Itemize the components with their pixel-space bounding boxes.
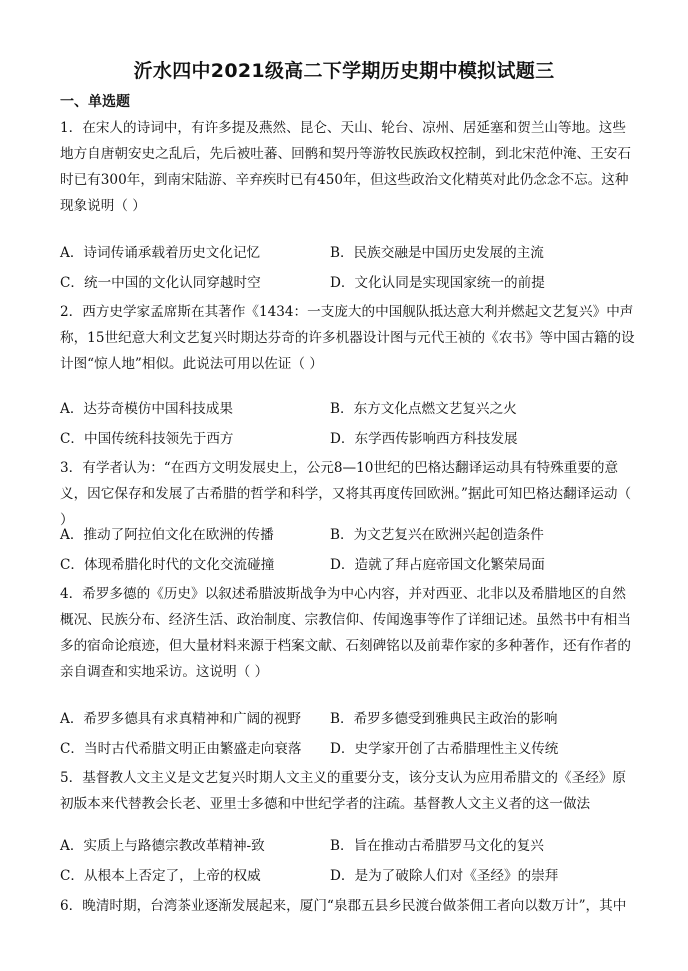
question-5-option-c: C．从根本上否定了，上帝的权威 — [60, 868, 261, 884]
question-1-option-b: B．民族交融是中国历史发展的主流 — [330, 245, 544, 261]
question-2-stem: 2．西方史学家孟席斯在其著作《1434：一支庞大的中国舰队抵达意大利并燃起文艺复兴》中声称，15世纪意大利文艺复兴时期达芬奇的许多机器设计图与元代王祯的《农书》等中国古籍的设计图“惊人地”相似。此说法可用以佐证（ ） — [60, 304, 635, 372]
question-6-stem: 6．晚清时期，台湾茶业逐渐发展起来，厦门“泉郡五县乡民渡台做茶佣工者向以数万计”，其中 — [60, 898, 627, 914]
question-1-options-row-1 — [60, 238, 640, 268]
document-title: 沂水四中2021级高二下学期历史期中模拟试题三 — [133, 60, 555, 82]
question-3-options-row-1 — [60, 520, 640, 550]
question-5-option-b: B．旨在推动古希腊罗马文化的复兴 — [330, 838, 544, 854]
question-4-options-row-2 — [60, 734, 640, 764]
question-3-stem: 3．有学者认为：“在西方文明发展史上，公元8—10世纪的巴格达翻译运动具有特殊重要的意义，因它保存和发展了古希腊的哲学和科学，又将其再度传回欧洲。”据此可知巴格达翻译运动（ ） — [60, 460, 632, 528]
question-3-option-b: B．为文艺复兴在欧洲兴起创造条件 — [330, 527, 544, 543]
question-4-stem: 4．希罗多德的《历史》以叙述希腊波斯战争为中心内容，并对西亚、北非以及希腊地区的自然概况、民族分布、经济生活、政治制度、宗教信仰、传闻逸事等作了详细记述。虽然书中有相当多的宿命论痕迹，但大量材料来源于档案文献、石刻碑铭以及前辈作家的多种著作，还有作者的亲自调查和实地采访。这说明（ ） — [60, 586, 631, 680]
question-2-option-a: A．达芬奇模仿中国科技成果 — [60, 401, 233, 417]
question-2-option-c: C．中国传统科技领先于西方 — [60, 431, 234, 447]
question-4-options-row-1 — [60, 704, 640, 734]
question-2-options-row-2 — [60, 424, 640, 454]
question-2-options-row-1 — [60, 394, 640, 424]
question-1-option-c: C．统一中国的文化认同穿越时空 — [60, 275, 261, 291]
section-heading: 一、单选题 — [60, 94, 130, 110]
question-1-option-a: A．诗词传诵承载着历史文化记忆 — [60, 245, 261, 261]
question-2-option-b: B．东方文化点燃文艺复兴之火 — [330, 401, 517, 417]
question-4-option-d: D．史学家开创了古希腊理性主义传统 — [330, 741, 559, 757]
question-1-options-row-2 — [60, 268, 640, 298]
question-4-option-c: C．当时古代希腊文明正由繁盛走向衰落 — [60, 741, 302, 757]
question-5-option-a: A．实质上与路德宗教改革精神-致 — [60, 838, 265, 854]
question-5-options-row-1 — [60, 831, 640, 861]
question-2-option-d: D．东学西传影响西方科技发展 — [330, 431, 518, 447]
question-3-option-c: C．体现希腊化时代的文化交流碰撞 — [60, 557, 275, 573]
question-4-option-b: B．希罗多德受到雅典民主政治的影响 — [330, 711, 558, 727]
question-3-option-a: A．推动了阿拉伯文化在欧洲的传播 — [60, 527, 274, 543]
question-5-stem: 5．基督教人文主义是文艺复兴时期人文主义的重要分支，该分支认为应用希腊文的《圣经》原初版本来代替教会长老、亚里士多德和中世纪学者的注疏。基督教人文主义者的这一做法 — [60, 770, 626, 812]
question-3-option-d: D．造就了拜占庭帝国文化繁荣局面 — [330, 557, 545, 573]
question-3-options-row-2 — [60, 550, 640, 580]
question-1-stem: 1．在宋人的诗词中，有许多提及燕然、昆仑、天山、轮台、凉州、居延塞和贺兰山等地。这些地方自唐朝安史之乱后，先后被吐蕃、回鹘和契丹等游牧民族政权控制，到北宋范仲淹、王安石时已有300年，到南宋陆游、辛弃疾时已有450年，但这些政治文化精英对此仍念念不忘。这种现象说明（ ） — [60, 120, 631, 214]
question-5-option-d: D．是为了破除人们对《圣经》的崇拜 — [330, 868, 559, 884]
question-5-options-row-2 — [60, 861, 640, 891]
question-4-option-a: A．希罗多德具有求真精神和广阔的视野 — [60, 711, 301, 727]
question-1-option-d: D．文化认同是实现国家统一的前提 — [330, 275, 545, 291]
